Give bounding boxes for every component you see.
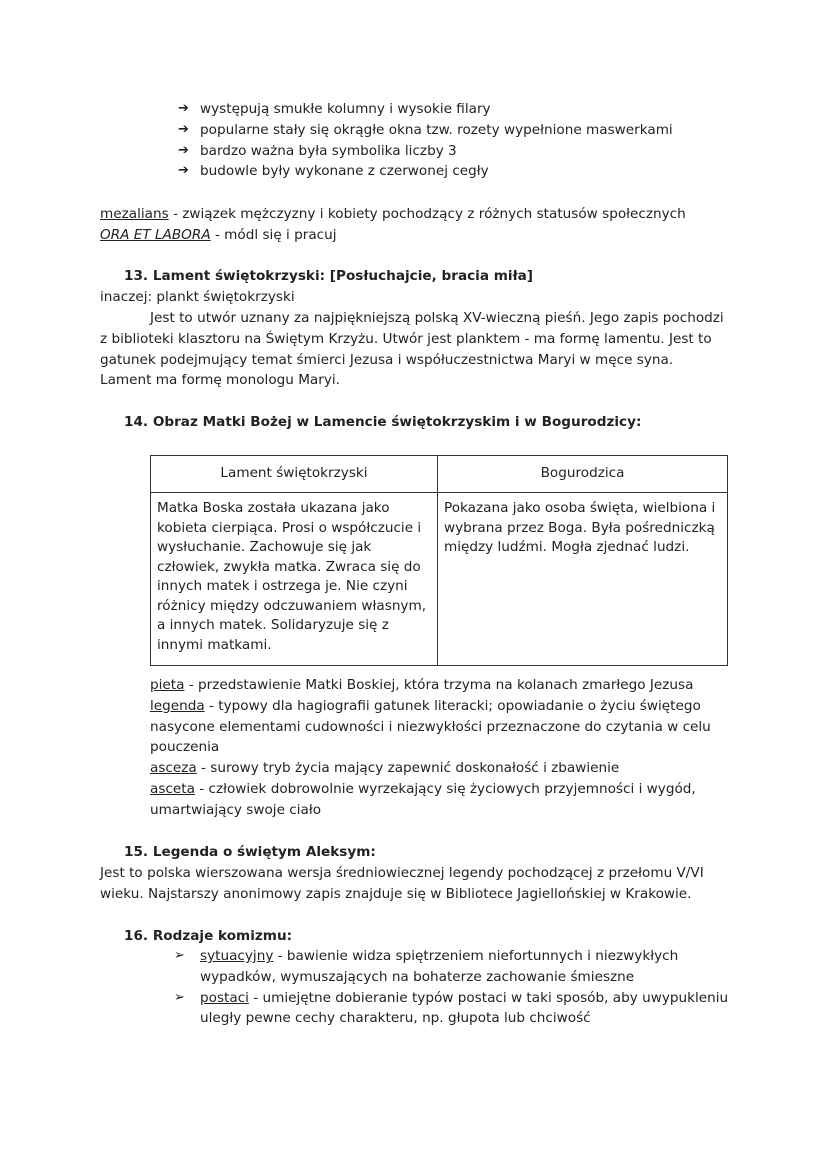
- definition-mezalians: mezalians - związek mężczyzny i kobiety pochodzący z różnych statusów społecznych: [100, 206, 686, 222]
- table-cell-lament: Matka Boska została ukazana jako kobieta cierpiąca. Prosi o współczucie i wysłuchanie. Zachowuje się jak człowiek, zwykła matka. Zwraca się do innych matek i ostrzega je. Nie czyni różnicy między odczuwaniem własnym, a innych matek. Solidaryzuje się z innymi matkami.: [151, 493, 438, 666]
- term-postaci: postaci: [200, 989, 249, 1006]
- term-mezalians: mezalians: [100, 206, 169, 222]
- section-15-heading: 15. Legenda o świętym Aleksym:: [124, 844, 376, 860]
- section-16-heading: 16. Rodzaje komizmu:: [124, 928, 293, 944]
- definition-ora-et-labora: ORA ET LABORA - módl się i pracuj: [100, 226, 337, 243]
- table-cell-bogurodzica: Pokazana jako osoba święta, wielbiona i wybrana przez Boga. Była pośredniczką między ludźmi. Mogła zjednać ludzi.: [438, 493, 728, 666]
- term-legenda: legenda: [150, 697, 205, 714]
- list-item: ➔ bardzo ważna była symbolika liczby 3: [178, 141, 778, 162]
- arrow-icon: ➔: [178, 121, 189, 137]
- arrow-icon: ➔: [178, 163, 189, 179]
- comparison-table: [150, 455, 728, 666]
- term-ora-et-labora: ORA ET LABORA: [100, 226, 211, 243]
- table-row: [151, 493, 728, 666]
- arrow-icon: ➔: [178, 101, 189, 116]
- list-item: ➢ sytuacyjny - bawienie widza spiętrzeniem niefortunnych i niezwykłych wypadków, wymuszających na bohaterze zachowanie śmieszne: [174, 946, 734, 988]
- definition-legenda: legenda - typowy dla hagiografii gatunek literacki; opowiadanie o życiu świętego nasycone elementami cudowności i niezwykłości przeznaczone do czytania w celu pouczenia: [150, 697, 711, 756]
- table-header-row: [151, 456, 728, 493]
- definition-asceza: asceza - surowy tryb życia mający zapewnić doskonałość i zbawienie: [150, 760, 620, 777]
- definitions-2: [150, 675, 730, 821]
- section-14-heading: 14. Obraz Matki Bożej w Lamencie świętokrzyskim i w Bogurodzicy:: [124, 414, 642, 430]
- arrow-list: [178, 99, 778, 182]
- table-header-bogurodzica: Bogurodzica: [438, 456, 728, 493]
- list-item: ➢ postaci - umiejętne dobieranie typów postaci w taki sposób, aby uwypukleniu uległy pewne cechy charakteru, np. głupota lub chciwość: [174, 988, 734, 1030]
- list-item: ➔ występują smukłe kolumny i wysokie filary: [178, 99, 778, 120]
- section-13-paragraph: Jest to utwór uznany za najpiękniejszą polską XV-wieczną pieśń. Jego zapis pochodzi z biblioteki klasztoru na Świętym Krzyżu. Utwór jest planktem - ma formę lamentu. Jest to gatunek podejmujący temat śmierci Jezusa i współuczestnictwa Maryi w męce syna. Lament ma formę monologu Maryi.: [100, 310, 724, 389]
- list-item: ➔ budowle były wykonane z czerwonej cegły: [178, 161, 778, 182]
- term-sytuacyjny: sytuacyjny: [200, 948, 274, 964]
- term-asceta: asceta: [150, 780, 195, 797]
- definition-pieta: pieta - przedstawienie Matki Boskiej, która trzyma na kolanach zmarłego Jezusa: [150, 677, 694, 693]
- section-13-heading: 13. Lament świętokrzyski: [Posłuchajcie, bracia miła]: [124, 268, 534, 284]
- arrowhead-icon: ➢: [174, 948, 185, 963]
- arrow-icon: ➔: [178, 142, 189, 158]
- term-asceza: asceza: [150, 760, 197, 777]
- comedy-types-list: [174, 946, 734, 1029]
- term-pieta: pieta: [150, 677, 185, 693]
- arrowhead-icon: ➢: [174, 989, 185, 1005]
- list-item: ➔ popularne stały się okrągłe okna tzw. rozety wypełnione maswerkami: [178, 120, 778, 141]
- table-header-lament: Lament świętokrzyski: [151, 456, 438, 493]
- section-13-alt-name: inaczej: plankt świętokrzyski: [100, 289, 295, 305]
- definition-asceta: asceta - człowiek dobrowolnie wyrzekający się życiowych przyjemności i wygód, umartwiający swoje ciało: [150, 780, 696, 818]
- section-15-paragraph: Jest to polska wierszowana wersja średniowiecznej legendy pochodzącej z przełomu V/VI wieku. Najstarszy anonimowy zapis znajduje się w Bibliotece Jagiellońskiej w Krakowie.: [100, 865, 704, 902]
- definitions-1: [100, 204, 740, 246]
